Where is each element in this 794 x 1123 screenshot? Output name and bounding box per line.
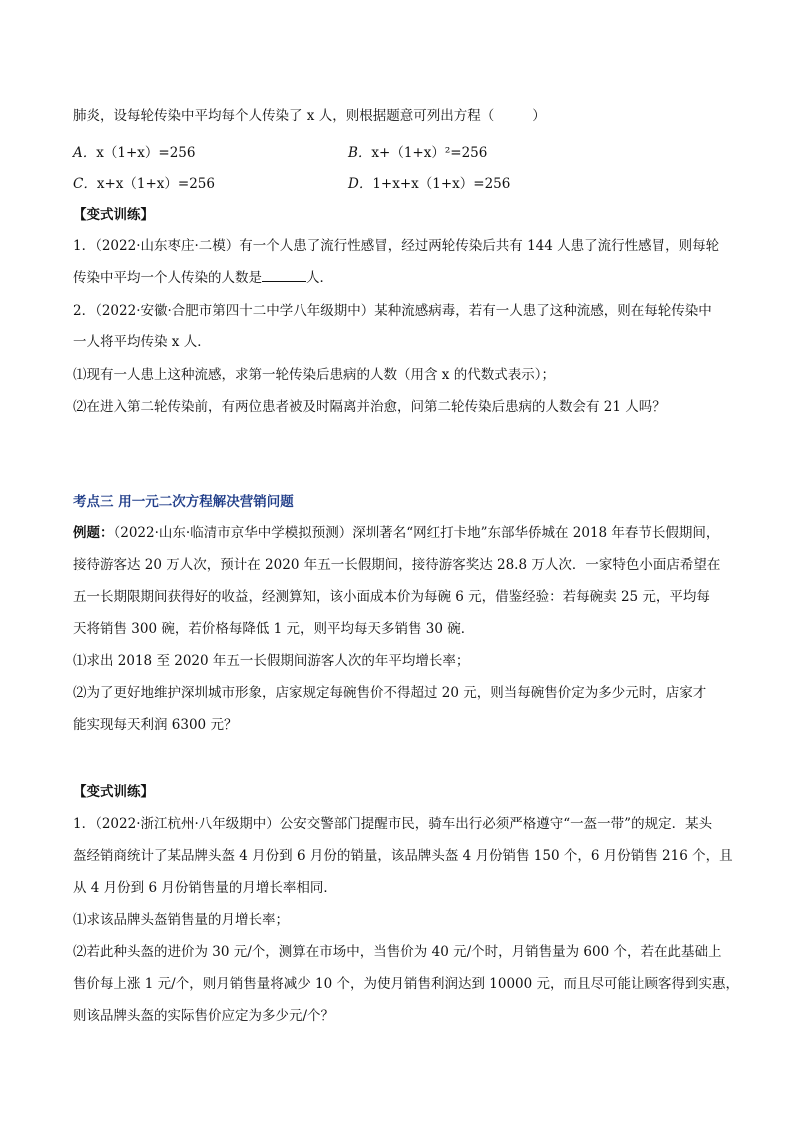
example-line1 (73, 523, 723, 543)
fill-in-blank (262, 267, 306, 282)
practice1-q1-line2-a: 传染中平均一个人传染的人数是 (73, 270, 262, 286)
practice2-q1-sub2-line1: ⑵若此种头盔的进价为 30 元/个，测算在市场中，当售价为 40 元/个时，月销售量为 600 个，若在此基础上 (73, 944, 722, 960)
example-line4: 天将销售 300 碗，若价格每降低 1 元，则平均每天多销售 30 碗． (73, 621, 475, 637)
practice2-q1-sub2-line2: 售价每上涨 1 元/个，则月销售量将减少 10 个，为使月销售利润达到 10000 元，而且尽可能让顾客得到实惠， (73, 976, 740, 992)
question-intro (73, 106, 723, 126)
question-intro-text: 肺炎，设每轮传染中平均每个人传染了 x 人，则根据题意可列出方程（ (73, 108, 495, 124)
option-b (348, 143, 728, 163)
practice1-q1-line1: 1．（2022·山东枣庄·二模）有一个人患了流行性感冒，经过两轮传染后共有 144 人患了流行性感冒，则每轮 (73, 238, 720, 254)
option-c-text: x+x（1+x）=256 (96, 176, 215, 192)
practice2-q1-sub1: ⑴求该品牌头盔销售量的月增长率； (73, 912, 289, 928)
practice-title-2: 【变式训练】 (73, 784, 154, 800)
practice2-q1-line1: 1．（2022·浙江杭州·八年级期中）公安交警部门提醒市民，骑车出行必须严格遵守“一盔一带”的规定．某头 (73, 816, 713, 832)
practice1-q2-sub2: ⑵在进入第二轮传染前，有两位患者被及时隔离并治愈，问第二轮传染后患病的人数会有 21 人吗？ (73, 399, 666, 415)
option-b-text: x+（1+x）²=256 (371, 145, 488, 161)
practice1-q2-sub1: ⑴现有一人患上这种流感，求第一轮传染后患病的人数（用含 x 的代数式表示）； (73, 367, 555, 383)
example-label: 例题： (73, 525, 114, 541)
example-line2: 接待游客达 20 万人次，预计在 2020 年五一长假期间，接待游客奖达 28.8 万人次．一家特色小面店希望在 (73, 557, 721, 573)
practice1-q1-line2 (73, 267, 723, 288)
option-a-label: A． (73, 145, 97, 161)
option-a-text: x（1+x）=256 (96, 145, 196, 161)
practice1-q2-line1: 2．（2022·安徽·合肥市第四十二中学八年级期中）某种流感病毒，若有一人患了这种流感，则在每轮传染中 (73, 303, 712, 319)
example-sub2-line1: ⑵为了更好地维护深圳城市形象，店家规定每碗售价不得超过 20 元，则当每碗售价定为多少元时，店家才 (73, 685, 707, 701)
practice-title-1: 【变式训练】 (73, 207, 154, 223)
practice1-q1-line2-b: 人． (306, 270, 333, 286)
option-d (348, 174, 728, 194)
practice2-q1-sub2-line3: 则该品牌头盔的实际售价应定为多少元/个？ (73, 1008, 335, 1024)
example-sub1: ⑴求出 2018 至 2020 年五一长假期间游客人次的年平均增长率； (73, 653, 470, 669)
practice2-q1-line3: 从 4 月份到 6 月份销售量的月增长率相同． (73, 880, 337, 896)
section-heading: 考点三 用一元二次方程解决营销问题 (73, 494, 294, 510)
example-line1-text: （2022·山东·临清市京华中学模拟预测）深圳著名“网红打卡地”东部华侨城在 2018 年春节长假期间， (113, 525, 720, 541)
question-intro-close: ） (532, 108, 546, 124)
example-line3: 五一长期限期间获得好的收益，经测算知，该小面成本价为每碗 6 元，借鉴经验：若每碗卖 25 元，平均每 (73, 589, 710, 605)
option-d-label: D． (348, 176, 373, 192)
option-b-label: B． (348, 145, 372, 161)
example-sub2-line2: 能实现每天利润 6300 元？ (73, 717, 238, 733)
option-d-text: 1+x+x（1+x）=256 (372, 176, 511, 192)
practice2-q1-line2: 盔经销商统计了某品牌头盔 4 月份到 6 月份的销量，该品牌头盔 4 月份销售 150 个，6 月份销售 216 个，且 (73, 848, 733, 864)
practice1-q2-line2: 一人将平均传染 x 人． (73, 334, 211, 350)
option-c-label: C． (73, 176, 97, 192)
